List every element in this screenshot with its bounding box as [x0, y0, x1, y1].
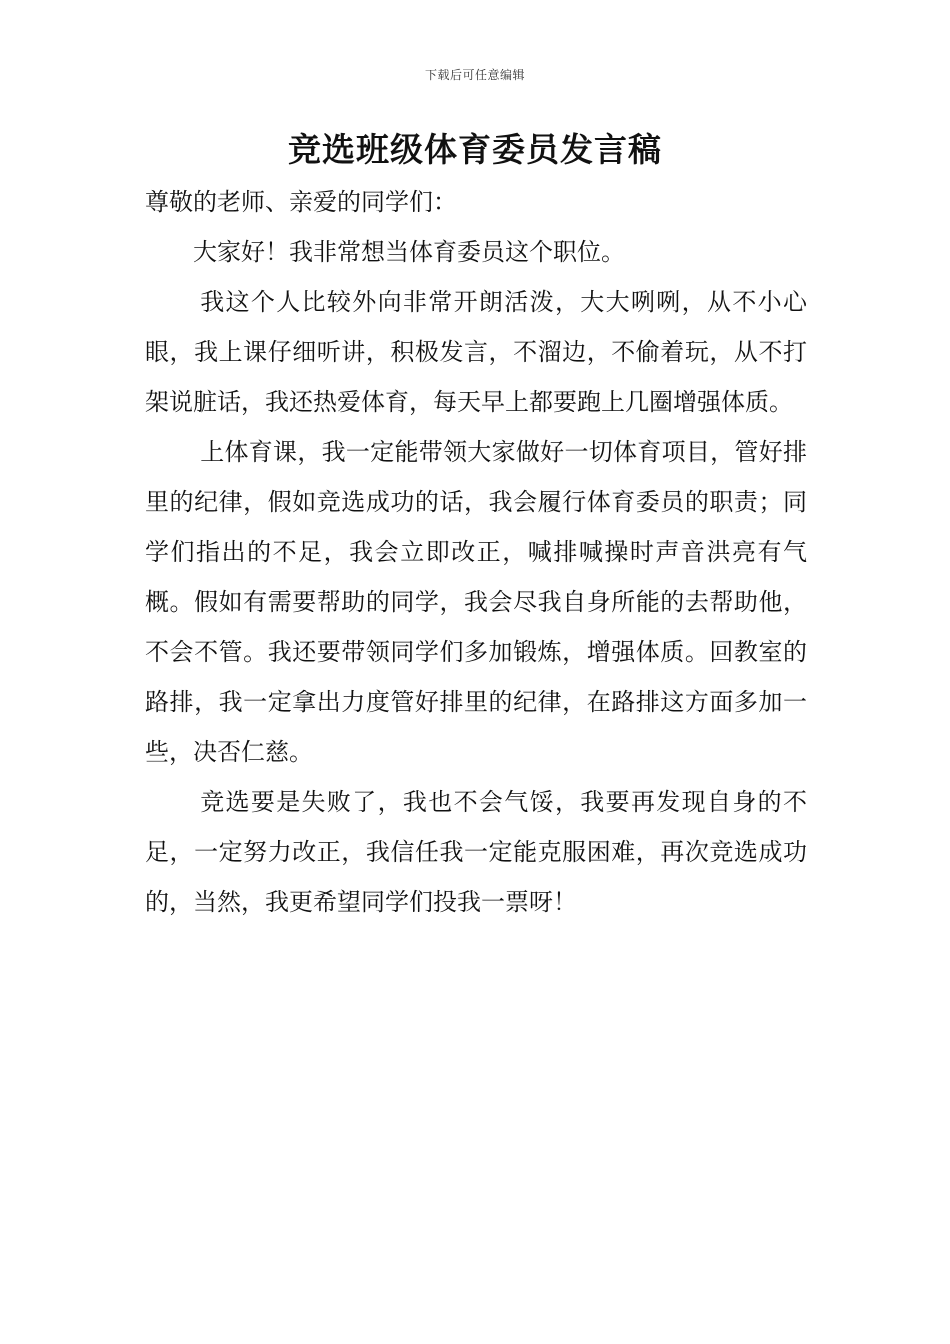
header-note: 下载后可任意编辑 [424, 68, 525, 82]
paragraph-commitments: 上体育课，我一定能带领大家做好一切体育项目，管好排里的纪律，假如竞选成功的话，我会履行体育委员的职责；同学们指出的不足，我会立即改正，喊排喊操时声音洪亮有气概。假如有需要帮助的同学，我会尽我自身所能的去帮助他，不会不管。我还要带领同学们多加锻炼，增强体质。回教室的路排，我一定拿出力度管好排里的纪律，在路排这方面多加一些，决否仁慈。 [145, 438, 807, 766]
salutation: 尊敬的老师、亲爱的同学们： [145, 188, 457, 216]
document-title: 竞选班级体育委员发言稿 [288, 130, 662, 169]
paragraph-introduction: 我这个人比较外向非常开朗活泼，大大咧咧，从不小心眼，我上课仔细听讲，积极发言，不溜边，不偷着玩，从不打架说脏话，我还热爱体育，每天早上都要跑上几圈增强体质。 [145, 288, 807, 416]
document-body [145, 183, 807, 927]
greeting-line: 大家好！我非常想当体育委员这个职位。 [193, 238, 625, 266]
paragraph-closing: 竞选要是失败了，我也不会气馁，我要再发现自身的不足，一定努力改正，我信任我一定能克服困难，再次竞选成功的，当然，我更希望同学们投我一票呀！ [145, 788, 807, 916]
